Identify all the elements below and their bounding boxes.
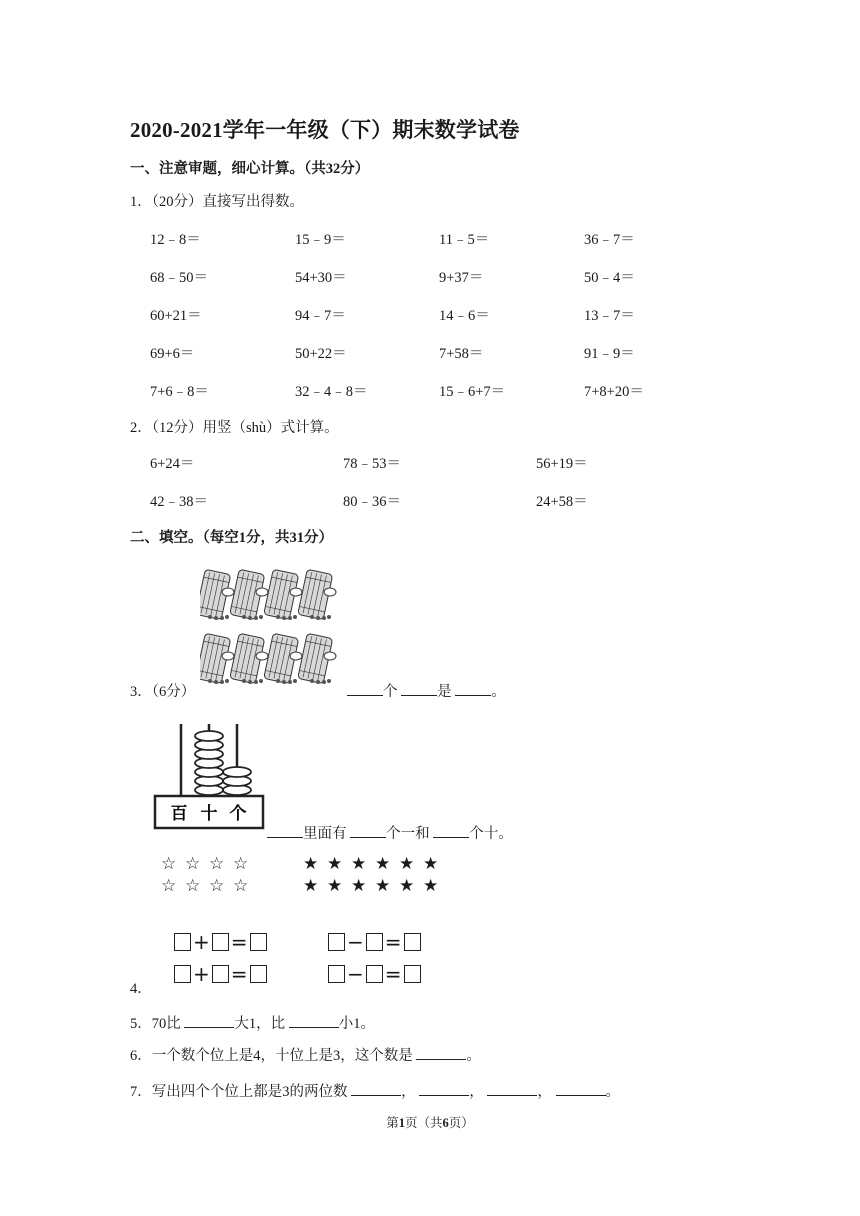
answer-box[interactable] xyxy=(212,933,229,951)
answer-box[interactable] xyxy=(366,965,383,983)
stick-bundle-icon xyxy=(200,569,234,620)
answer-blank[interactable] xyxy=(184,1012,234,1028)
calc-item: 9+37＝ xyxy=(439,270,484,286)
operator-sign: + xyxy=(193,930,210,954)
calc-item: 32﹣4﹣8＝ xyxy=(295,384,368,400)
stick-bundle-icon xyxy=(200,633,234,684)
calc-item: 54+30＝ xyxy=(295,270,347,286)
answer-box[interactable] xyxy=(174,933,191,951)
solid-star-icon: ★ xyxy=(327,854,343,874)
question-3-label: 3．（6分） xyxy=(130,684,196,700)
solid-star-icon: ★ xyxy=(303,854,319,874)
answer-blank[interactable] xyxy=(487,1080,537,1096)
equals-sign: = xyxy=(384,962,402,986)
hollow-star-icon: ☆ xyxy=(209,854,225,874)
calc-item: 50+22＝ xyxy=(295,346,347,362)
answer-box[interactable] xyxy=(366,933,383,951)
abacus-image xyxy=(152,722,267,832)
stick-bundle-icon xyxy=(298,633,336,684)
answer-box[interactable] xyxy=(212,965,229,983)
vertical-calc-item: 78﹣53＝ xyxy=(343,456,401,472)
vertical-calc-item: 80﹣36＝ xyxy=(343,494,401,510)
answer-blank[interactable] xyxy=(347,680,383,696)
operator-sign: + xyxy=(193,962,210,986)
page-footer: 第1页（共6页） xyxy=(386,1116,474,1130)
question-6: 6．一个数个位上是4，十位上是3，这个数是 。 xyxy=(130,1044,481,1065)
calc-item: 12﹣8＝ xyxy=(150,232,201,248)
calc-item: 13﹣7＝ xyxy=(584,308,635,324)
section-2-heading: 二、填空。（每空1分，共31分） xyxy=(130,530,333,546)
hollow-star-icon: ☆ xyxy=(209,876,225,896)
answer-blank[interactable] xyxy=(419,1080,469,1096)
calc-item: 14﹣6＝ xyxy=(439,308,490,324)
stick-bundle-icon xyxy=(298,569,336,620)
page-title: 2020-2021学年一年级（下）期末数学试卷 xyxy=(130,118,520,142)
abacus-label-tens: 十 xyxy=(200,804,218,824)
question-5: 5．70比 大1，比 小1。 xyxy=(130,1012,375,1033)
answer-box[interactable] xyxy=(404,933,421,951)
question-3-line-2: 里面有 个一和 个十。 xyxy=(267,822,513,843)
answer-blank[interactable] xyxy=(455,680,491,696)
calc-item: 15﹣6+7＝ xyxy=(439,384,506,400)
answer-box[interactable] xyxy=(250,933,267,951)
equals-sign: = xyxy=(230,930,248,954)
operator-sign: − xyxy=(347,962,364,986)
solid-star-icon: ★ xyxy=(399,854,415,874)
equation-row xyxy=(174,962,267,986)
question-4-label: 4． xyxy=(130,981,152,997)
stick-bundles-image xyxy=(200,568,355,693)
solid-star-icon: ★ xyxy=(375,876,391,896)
calc-item: 50﹣4＝ xyxy=(584,270,635,286)
hollow-star-icon: ☆ xyxy=(233,876,249,896)
answer-blank[interactable] xyxy=(351,1080,401,1096)
answer-blank[interactable] xyxy=(416,1044,466,1060)
solid-star-icon: ★ xyxy=(327,876,343,896)
hollow-star-icon: ☆ xyxy=(161,854,177,874)
solid-star-icon: ★ xyxy=(351,854,367,874)
equation-row xyxy=(328,962,421,986)
answer-box[interactable] xyxy=(328,933,345,951)
vertical-calc-item: 6+24＝ xyxy=(150,456,195,472)
calc-item: 11﹣5＝ xyxy=(439,232,490,248)
answer-blank[interactable] xyxy=(289,1012,339,1028)
stick-bundle-icon xyxy=(230,633,268,684)
question-1-label: 1．（20分）直接写出得数。 xyxy=(130,194,304,210)
vertical-calc-item: 56+19＝ xyxy=(536,456,588,472)
question-2-label: 2．（12分）用竖（shù）式计算。 xyxy=(130,420,339,436)
answer-blank[interactable] xyxy=(556,1080,606,1096)
calc-item: 68﹣50＝ xyxy=(150,270,208,286)
section-1-heading: 一、注意审题，细心计算。（共32分） xyxy=(130,161,370,177)
stick-bundle-icon xyxy=(264,569,302,620)
calc-item: 36﹣7＝ xyxy=(584,232,635,248)
answer-box[interactable] xyxy=(404,965,421,983)
calc-item: 94﹣7＝ xyxy=(295,308,346,324)
calc-item: 91﹣9＝ xyxy=(584,346,635,362)
solid-star-icon: ★ xyxy=(375,854,391,874)
calc-item: 60+21＝ xyxy=(150,308,202,324)
calc-item: 7+8+20＝ xyxy=(584,384,644,400)
solid-star-icon: ★ xyxy=(351,876,367,896)
answer-blank[interactable] xyxy=(350,822,386,838)
calc-item: 15﹣9＝ xyxy=(295,232,346,248)
hollow-star-icon: ☆ xyxy=(185,854,201,874)
question-3-line-1: 个 是 。 xyxy=(347,680,506,701)
answer-blank[interactable] xyxy=(401,680,437,696)
equals-sign: = xyxy=(230,962,248,986)
hollow-star-icon: ☆ xyxy=(185,876,201,896)
answer-box[interactable] xyxy=(250,965,267,983)
solid-star-icon: ★ xyxy=(303,876,319,896)
equation-row xyxy=(174,930,267,954)
equals-sign: = xyxy=(384,930,402,954)
answer-blank[interactable] xyxy=(267,822,303,838)
abacus-label-ones: 个 xyxy=(229,804,247,824)
hollow-star-icon: ☆ xyxy=(233,854,249,874)
abacus-beads xyxy=(195,731,251,795)
hollow-star-icon: ☆ xyxy=(161,876,177,896)
solid-star-icon: ★ xyxy=(423,876,439,896)
vertical-calc-item: 24+58＝ xyxy=(536,494,588,510)
abacus-label-hundreds: 百 xyxy=(170,804,188,824)
answer-box[interactable] xyxy=(174,965,191,983)
stick-bundle-icon xyxy=(264,633,302,684)
question-7: 7．写出四个个位上都是3的两位数 ， ， ， 。 xyxy=(130,1080,620,1101)
solid-star-icon: ★ xyxy=(423,854,439,874)
equation-row xyxy=(328,930,421,954)
stick-bundle-icon xyxy=(230,569,268,620)
calc-item: 7+58＝ xyxy=(439,346,484,362)
calc-item: 69+6＝ xyxy=(150,346,195,362)
vertical-calc-item: 42﹣38＝ xyxy=(150,494,208,510)
answer-blank[interactable] xyxy=(433,822,469,838)
answer-box[interactable] xyxy=(328,965,345,983)
calc-item: 7+6﹣8＝ xyxy=(150,384,209,400)
operator-sign: − xyxy=(347,930,364,954)
solid-star-icon: ★ xyxy=(399,876,415,896)
